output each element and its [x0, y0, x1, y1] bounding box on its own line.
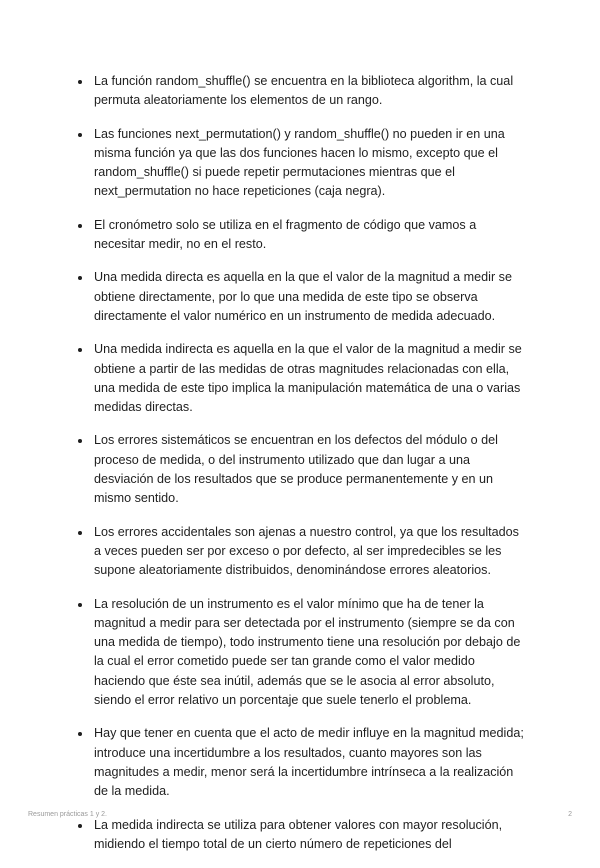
bullet-text: Los errores sistemáticos se encuentran en los defectos del módulo o del proceso de medida, o del instrumento utilizado que dan lugar a una desviación de los resultados que se produce permanentemente y en un mismo sentido.	[94, 433, 498, 506]
bullet-item	[78, 816, 528, 855]
bullet-item	[78, 268, 528, 326]
bullet-item	[78, 431, 528, 508]
bullet-dot-icon	[78, 133, 82, 137]
bullet-dot-icon	[78, 531, 82, 535]
bullet-dot-icon	[78, 824, 82, 828]
bullet-item	[78, 523, 528, 581]
bullet-item	[78, 216, 528, 255]
bullet-list	[78, 72, 528, 868]
footer-page-number: 2	[568, 811, 572, 818]
footer-title: Resumen prácticas 1 y 2.	[28, 811, 107, 818]
bullet-text: Los errores accidentales son ajenas a nuestro control, ya que los resultados a veces pueden ser por exceso o por defecto, al ser impredecibles se les supone aleatoriamente distribuidos, denominándose errores aleatorios.	[94, 524, 519, 578]
bullet-item	[78, 125, 528, 202]
bullet-text: La resolución de un instrumento es el valor mínimo que ha de tener la magnitud a medir para ser detectada por el instrumento (siempre se da con una medida de tiempo), todo instrumento tiene una resolución por debajo de la cual el error cometido puede ser tan grande como el valor medido haciendo que éste sea inútil, además que se le asocia al error absoluto, siendo el error relativo un porcentaje que suele tenerlo el problema.	[94, 596, 521, 708]
bullet-item	[78, 595, 528, 711]
bullet-dot-icon	[78, 276, 82, 280]
bullet-item	[78, 340, 528, 417]
bullet-text: Una medida directa es aquella en la que el valor de la magnitud a medir se obtiene directamente, por lo que una medida de este tipo se observa directamente el valor numérico en un instrumento de medida adecuado.	[94, 270, 512, 323]
bullet-text: Las funciones next_permutation() y random_shuffle() no pueden ir en una misma función ya que las dos funciones hacen lo mismo, excepto que el random_shuffle() si puede repetir permutaciones mientras que el next_permutation no hace repeticiones (caja negra).	[94, 126, 505, 199]
bullet-dot-icon	[78, 348, 82, 352]
bullet-dot-icon	[78, 224, 82, 228]
bullet-text: Una medida indirecta es aquella en la que el valor de la magnitud a medir se obtiene a partir de las medidas de otras magnitudes relacionadas con ella, una medida de este tipo implica la manipulación matemática de una o varias medidas directas.	[94, 342, 522, 415]
bullet-dot-icon	[78, 80, 82, 84]
bullet-text: El cronómetro solo se utiliza en el fragmento de código que vamos a necesitar medir, no en el resto.	[94, 217, 477, 252]
bullet-text: La función random_shuffle() se encuentra en la biblioteca algorithm, la cual permuta aleatoriamente los elementos de un rango.	[94, 74, 514, 108]
bullet-dot-icon	[78, 439, 82, 443]
bullet-dot-icon	[78, 603, 82, 607]
bullet-text: Hay que tener en cuenta que el acto de medir influye en la magnitud medida; introduce una incertidumbre a los resultados, cuanto mayores son las magnitudes a medir, menor será la incertidumbre intrínseca a la realización de la medida.	[94, 726, 524, 799]
bullet-text: La medida indirecta se utiliza para obtener valores con mayor resolución, midiendo el tiempo total de un cierto número de repeticiones del	[94, 817, 503, 851]
bullet-dot-icon	[78, 732, 82, 736]
bullet-item	[78, 72, 528, 111]
bullet-item	[78, 724, 528, 801]
